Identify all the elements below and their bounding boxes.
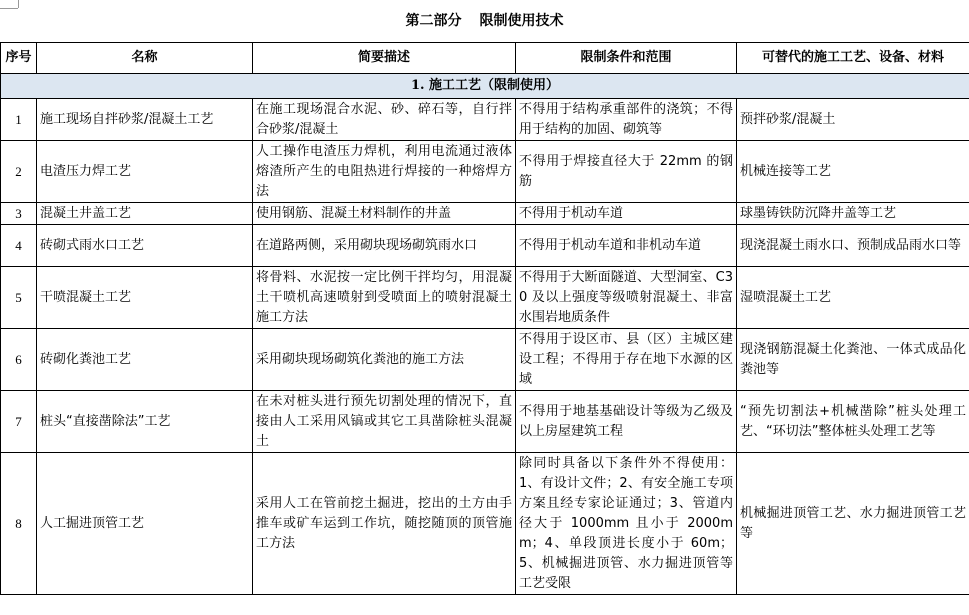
- row-name: 混凝土井盖工艺: [37, 203, 253, 225]
- header-alternative: 可替代的施工工艺、设备、材料: [737, 43, 969, 74]
- table-row: [1, 225, 969, 267]
- row-alternative: 湿喷混凝土工艺: [737, 267, 969, 329]
- row-condition: 不得用于机动车道: [516, 203, 737, 225]
- row-name: 干喷混凝土工艺: [37, 267, 253, 329]
- section-row: [1, 74, 969, 99]
- header-no: 序号: [1, 43, 37, 74]
- row-no: 8: [1, 453, 37, 595]
- row-desc: 在施工现场混合水泥、砂、碎石等，自行拌合砂浆/混凝土: [253, 99, 516, 141]
- title-name: 限制使用技术: [479, 13, 564, 29]
- row-alternative: 机械掘进顶管工艺、水力掘进顶管工艺等: [737, 453, 969, 595]
- table-row: [1, 267, 969, 329]
- row-no: 6: [1, 329, 37, 391]
- row-desc: 采用人工在管前挖土掘进，挖出的土方由手推车或矿车运到工作坑，随挖随顶的顶管施工方法: [253, 453, 516, 595]
- row-condition: 除同时具备以下条件外不得使用：1、有设计文件；2、有安全施工专项方案且经专家论证通过；3、管道内径大于 1000mm 且小于 2000mm；4、单段顶进长度小于 60m；5、机械掘进顶管、水力掘进顶管等工艺受限: [516, 453, 737, 595]
- row-name: 砖砌化粪池工艺: [37, 329, 253, 391]
- row-alternative: 现浇混凝土雨水口、预制成品雨水口等: [737, 225, 969, 267]
- row-alternative: 球墨铸铁防沉降井盖等工艺: [737, 203, 969, 225]
- header-row: [1, 43, 969, 74]
- row-desc: 采用砌块现场砌筑化粪池的施工方法: [253, 329, 516, 391]
- table-row: [1, 141, 969, 203]
- header-name: 名称: [37, 43, 253, 74]
- row-desc: 使用钢筋、混凝土材料制作的井盖: [253, 203, 516, 225]
- row-condition: 不得用于地基基础设计等级为乙级及以上房屋建筑工程: [516, 391, 737, 453]
- row-no: 7: [1, 391, 37, 453]
- row-no: 5: [1, 267, 37, 329]
- row-name: 电渣压力焊工艺: [37, 141, 253, 203]
- section-title: 1. 施工工艺（限制使用）: [1, 74, 969, 99]
- table-row: [1, 453, 969, 595]
- row-alternative: 预拌砂浆/混凝土: [737, 99, 969, 141]
- row-no: 2: [1, 141, 37, 203]
- row-desc: 人工操作电渣压力焊机，利用电流通过液体熔渣所产生的电阻热进行焊接的一种熔焊方法: [253, 141, 516, 203]
- row-name: 人工掘进顶管工艺: [37, 453, 253, 595]
- header-desc: 简要描述: [253, 43, 516, 74]
- row-condition: 不得用于大断面隧道、大型洞室、C30 及以上强度等级喷射混凝土、非富水围岩地质条件: [516, 267, 737, 329]
- row-condition: 不得用于设区市、县（区）主城区建设工程；不得用于存在地下水源的区域: [516, 329, 737, 391]
- row-alternative: 机械连接等工艺: [737, 141, 969, 203]
- title-part: 第二部分: [405, 13, 462, 29]
- document-title: [0, 6, 969, 36]
- table-row: [1, 203, 969, 225]
- restricted-technology-table: [0, 42, 969, 595]
- row-no: 4: [1, 225, 37, 267]
- table-row: [1, 329, 969, 391]
- table-row: [1, 391, 969, 453]
- row-condition: 不得用于机动车道和非机动车道: [516, 225, 737, 267]
- row-alternative: “预先切割法+机械凿除”桩头处理工艺、“环切法”整体桩头处理工艺等: [737, 391, 969, 453]
- row-desc: 在未对桩头进行预先切割处理的情况下，直接由人工采用风镐或其它工具凿除桩头混凝土: [253, 391, 516, 453]
- row-alternative: 现浇钢筋混凝土化粪池、一体式成品化粪池等: [737, 329, 969, 391]
- row-no: 3: [1, 203, 37, 225]
- row-name: 桩头“直接凿除法”工艺: [37, 391, 253, 453]
- row-no: 1: [1, 99, 37, 141]
- row-name: 砖砌式雨水口工艺: [37, 225, 253, 267]
- header-condition: 限制条件和范围: [516, 43, 737, 74]
- row-desc: 将骨料、水泥按一定比例干拌均匀，用混凝土干喷机高速喷射到受喷面上的喷射混凝土施工方法: [253, 267, 516, 329]
- table-row: [1, 99, 969, 141]
- row-condition: 不得用于结构承重部件的浇筑；不得用于结构的加固、砌筑等: [516, 99, 737, 141]
- row-desc: 在道路两侧，采用砌块现场砌筑雨水口: [253, 225, 516, 267]
- row-condition: 不得用于焊接直径大于 22mm 的钢筋: [516, 141, 737, 203]
- row-name: 施工现场自拌砂浆/混凝土工艺: [37, 99, 253, 141]
